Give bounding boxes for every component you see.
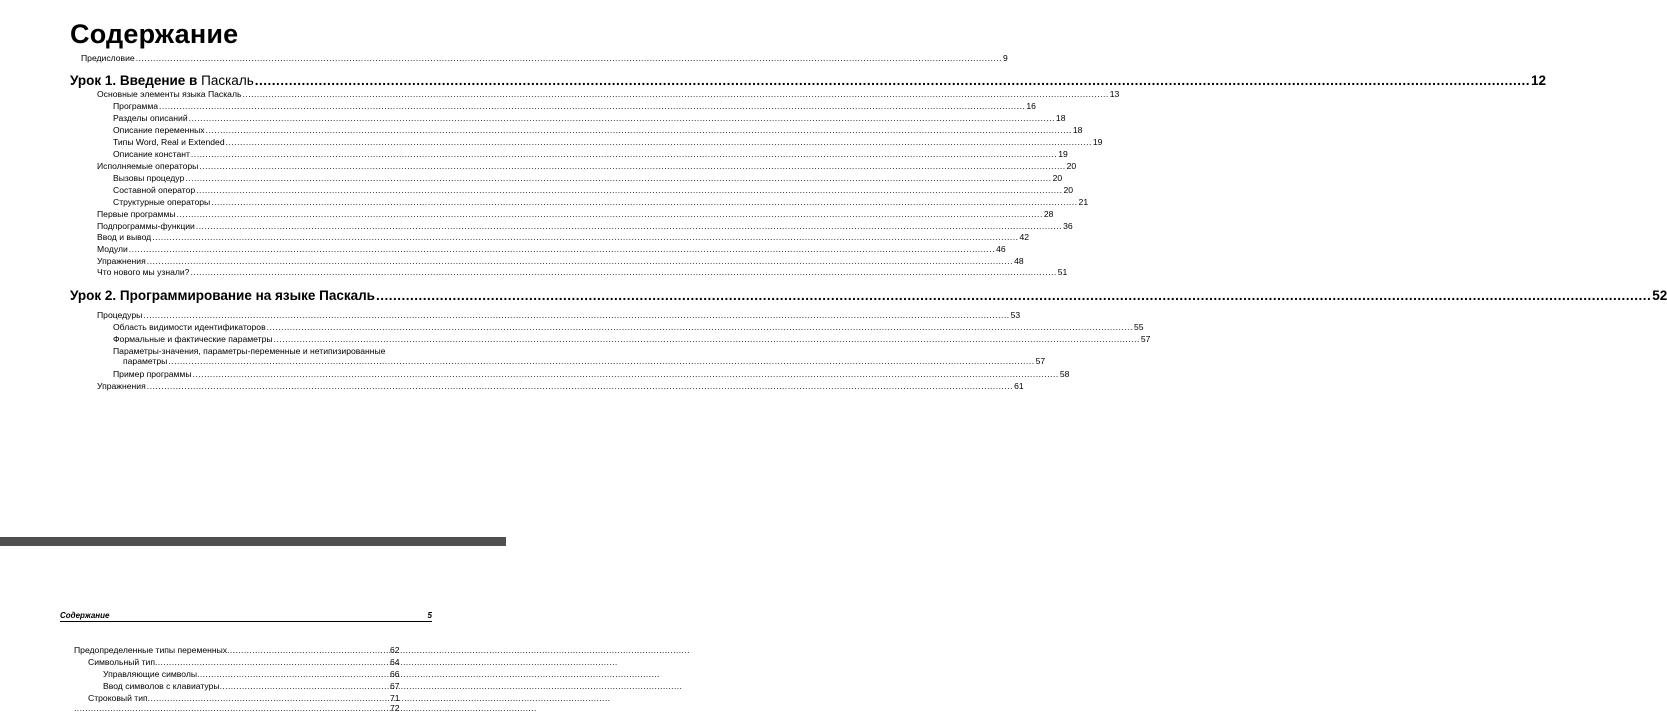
toc-entry-label: Строковый тип: [88, 693, 148, 703]
lesson-title-bold: Урок 1. Введение в: [70, 73, 198, 88]
toc-leader-dots: [190, 267, 1056, 277]
toc-leader-dots: [148, 693, 611, 703]
toc-leader-dots: [74, 703, 537, 713]
toc-entry-label: Что нового мы узнали?: [97, 267, 190, 277]
page-separator: [0, 537, 506, 546]
toc-leader-dots: [242, 89, 1108, 99]
toc-entry-page: 13: [1109, 89, 1120, 99]
toc-entry-identifier-scope[interactable]: [113, 322, 1144, 332]
toc-entry-label: Модули: [97, 244, 128, 254]
toc-entry-label: Пример программы: [113, 369, 192, 379]
toc-entry-line-2: [123, 356, 1046, 366]
running-header-page-number: 5: [427, 611, 432, 620]
toc-leader-dots: [206, 125, 1072, 135]
toc-entry-executable-statements[interactable]: [97, 161, 1077, 171]
toc-leader-dots: [143, 310, 1009, 320]
toc-entry-what-is-new[interactable]: [97, 267, 1068, 277]
toc-leader-dots: [147, 256, 1013, 266]
toc-entry-label: Исполняемые операторы: [97, 161, 199, 171]
toc-leader-dots: [197, 669, 660, 679]
lesson-title-rest: Паскаль: [201, 73, 254, 88]
toc-entry-constant-declaration[interactable]: [113, 149, 1068, 159]
toc-entry-lesson-1[interactable]: [70, 73, 1546, 88]
toc-entry-input-output[interactable]: [97, 232, 1030, 242]
toc-entry-formal-actual-params[interactable]: [113, 334, 1151, 344]
toc-entry-cut-off: [74, 703, 384, 706]
toc-entry-label: Подпрограммы-функции: [97, 221, 195, 231]
toc-entry-string-type[interactable]: [88, 693, 384, 703]
toc-entry-program[interactable]: [113, 101, 1036, 111]
toc-leader-dots: [227, 645, 690, 655]
toc-entry-page: 48: [1014, 256, 1024, 266]
toc-entry-label: Процедуры: [97, 310, 143, 320]
toc-entry-page: 18: [1055, 113, 1066, 123]
toc-leader-dots: [226, 137, 1092, 147]
toc-leader-dots: [191, 149, 1057, 159]
toc-entry-modules[interactable]: [97, 244, 1006, 254]
toc-entry-label: Предисловие: [81, 53, 135, 63]
toc-leader-dots: [196, 221, 1062, 231]
toc-entry-page: 18: [1072, 125, 1083, 135]
toc-entry-page: 72: [390, 703, 400, 713]
toc-entry-page: 62: [390, 645, 400, 655]
toc-entry-sample-program[interactable]: [113, 369, 1070, 379]
toc-entry-label: Формальные и фактические параметры: [113, 334, 273, 344]
toc-entry-lesson-2[interactable]: [70, 288, 1667, 303]
toc-entry-label: Разделы описаний: [113, 113, 188, 123]
toc-entry-first-programs[interactable]: [97, 209, 1054, 219]
toc-entry-label: Описание переменных: [113, 125, 205, 135]
toc-page-2: [0, 546, 506, 713]
toc-entry-page: 42: [1019, 232, 1030, 242]
toc-entry-label-line-2: параметры: [123, 356, 168, 366]
page-title: Содержание: [70, 19, 239, 49]
toc-entry-page: 57: [1035, 356, 1046, 366]
toc-entry-label: Упражнения: [97, 256, 146, 266]
toc-entry-function-subprograms[interactable]: [97, 221, 1073, 231]
toc-entry-label: Упражнения: [97, 381, 146, 391]
toc-entry-label: Управляющие символы: [103, 669, 198, 679]
toc-entry-label: Область видимости идентификаторов: [113, 322, 266, 332]
toc-entry-label: Вызовы процедур: [113, 173, 185, 183]
toc-leader-dots: [189, 113, 1055, 123]
toc-entry-page: 19: [1058, 149, 1068, 159]
toc-leader-dots: [136, 53, 1002, 63]
toc-leader-dots: [376, 288, 1651, 303]
toc-entry-page: 16: [1026, 101, 1036, 111]
toc-entry-label: Ввод и вывод: [97, 232, 152, 242]
running-header: [60, 611, 432, 622]
toc-entry-predefined-types[interactable]: [74, 645, 384, 655]
toc-entry-label: Типы Word, Real и Extended: [113, 137, 225, 147]
toc-entry-page: 20: [1052, 173, 1063, 183]
toc-leader-dots: [199, 161, 1065, 171]
toc-leader-dots: [185, 173, 1051, 183]
toc-entry-compound-statement[interactable]: [113, 185, 1074, 195]
toc-entry-preface[interactable]: [81, 53, 1008, 63]
toc-entry-control-chars[interactable]: [103, 669, 384, 679]
toc-entry-page: 58: [1059, 369, 1070, 379]
toc-entry-page: 36: [1063, 221, 1073, 231]
toc-leader-dots: [147, 381, 1013, 391]
toc-entry-page: 19: [1092, 137, 1103, 147]
toc-leader-dots: [255, 73, 1530, 88]
toc-entry-procedures[interactable]: [97, 310, 1021, 320]
toc-entry-variable-declaration[interactable]: [113, 125, 1083, 135]
toc-entry-label: Программа: [113, 101, 159, 111]
toc-entry-exercises-2[interactable]: [97, 381, 1024, 391]
toc-entry-declaration-sections[interactable]: [113, 113, 1066, 123]
toc-entry-page: 67: [390, 681, 400, 691]
toc-leader-dots: [152, 232, 1018, 242]
toc-entry-basic-elements[interactable]: [97, 89, 1120, 99]
toc-entry-label: Предопределенные типы переменных: [74, 645, 228, 655]
toc-entry-page: 21: [1078, 197, 1089, 207]
toc-entry-page: 51: [1057, 267, 1068, 277]
toc-entry-page: 61: [1014, 381, 1024, 391]
toc-entry-label: Символьный тип: [88, 657, 155, 667]
toc-entry-label: Описание констант: [113, 149, 190, 159]
toc-leader-dots: [155, 657, 618, 667]
toc-entry-page: 46: [996, 244, 1006, 254]
toc-entry-page: 9: [1003, 53, 1008, 63]
toc-entry-label: Составной оператор: [113, 185, 196, 195]
toc-entry-page: 57: [1140, 334, 1151, 344]
toc-entry-page: 20: [1063, 185, 1074, 195]
toc-entry-structured-statements[interactable]: [113, 197, 1089, 207]
toc-entry-types-word-real[interactable]: [113, 137, 1103, 147]
toc-leader-dots: [267, 322, 1133, 332]
toc-entry-value-var-params[interactable]: [113, 346, 1046, 366]
toc-leader-dots: [129, 244, 995, 254]
toc-leader-dots: [193, 369, 1059, 379]
toc-entry-label: Ввод символов с клавиатуры: [103, 681, 220, 691]
toc-entry-keyboard-input[interactable]: [103, 681, 384, 691]
toc-entry-label: Основные элементы языка Паскаль: [97, 89, 242, 99]
toc-entry-page: 66: [390, 669, 400, 679]
toc-leader-dots: [211, 197, 1077, 207]
toc-leader-dots: [196, 185, 1062, 195]
toc-entry-page: 52: [1652, 288, 1667, 303]
toc-entry-label: Урок 2. Программирование на языке Паскаль: [70, 288, 375, 303]
toc-entry-procedure-calls[interactable]: [113, 173, 1063, 183]
toc-entry-label: Первые программы: [97, 209, 176, 219]
toc-entry-page: 20: [1066, 161, 1077, 171]
toc-leader-dots: [159, 101, 1025, 111]
toc-entry-label: Структурные операторы: [113, 197, 211, 207]
toc-entry-page: 55: [1133, 322, 1144, 332]
toc-entry-page: 64: [390, 657, 400, 667]
toc-leader-dots: [220, 681, 683, 691]
toc-entry-char-type[interactable]: [88, 657, 384, 667]
toc-entry-label: [70, 73, 254, 88]
running-header-title: Содержание: [60, 611, 110, 620]
toc-leader-dots: [274, 334, 1140, 344]
toc-entry-label-line-1: Параметры-значения, параметры-переменные и нетипизированные: [113, 346, 386, 356]
toc-entry-page: 71: [390, 693, 400, 703]
toc-entry-exercises-1[interactable]: [97, 256, 1024, 266]
toc-leader-dots: [168, 356, 1034, 366]
toc-entry-page: 28: [1043, 209, 1054, 219]
toc-entry-page: 12: [1530, 73, 1546, 88]
toc-leader-dots: [177, 209, 1043, 219]
toc-entry-page: 53: [1010, 310, 1021, 320]
